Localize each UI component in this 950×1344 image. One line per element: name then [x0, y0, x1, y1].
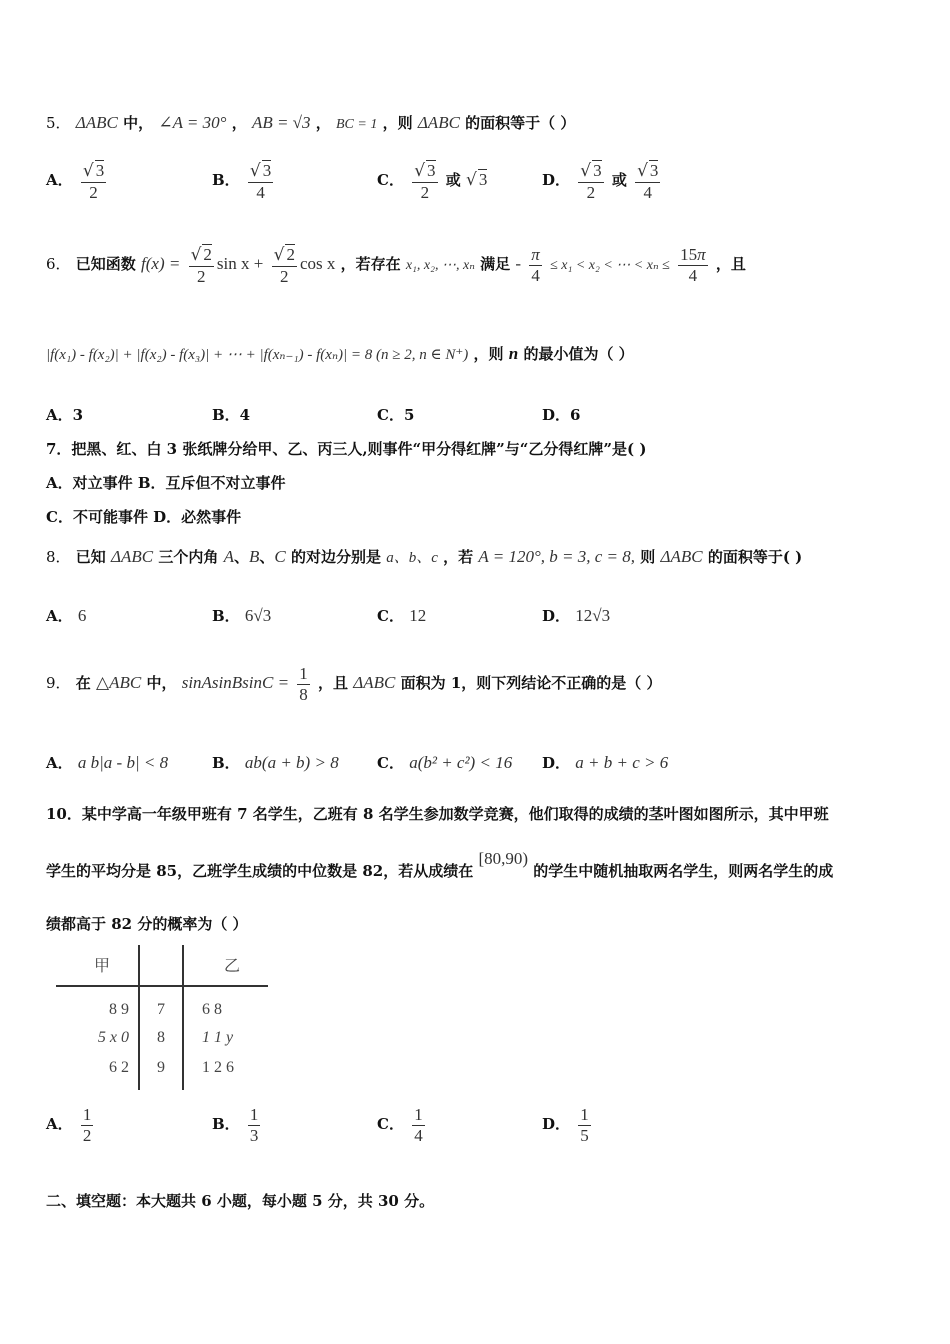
- q6-option-c[interactable]: C．5: [377, 406, 415, 424]
- q8-option-c-label: C．: [377, 607, 404, 625]
- q5-then: ，则: [382, 114, 413, 132]
- q5-option-a-label: A．: [46, 171, 73, 190]
- q10-option-d-label: D．: [542, 1115, 571, 1134]
- q8-triangle: ΔABC: [111, 547, 154, 566]
- q5-stem: [46, 112, 575, 133]
- q5-number: 5．: [46, 114, 71, 132]
- q8-option-b-label: B．: [212, 607, 240, 625]
- q6-option-b[interactable]: B．4: [212, 406, 251, 424]
- q9-option-b-value: ab(a + b) > 8: [244, 753, 339, 772]
- q8-c: C: [274, 547, 286, 566]
- q6-vars: x₁, x₂, ⋯, xₙ: [405, 258, 475, 274]
- q8-abc: a、b、c: [386, 550, 438, 566]
- q6-and: ，且: [715, 255, 746, 274]
- fraction-15pi-over-4: $\frac{15\pi}{4}$: [680, 245, 706, 285]
- q10-stem-line3: 绩都高于 82 分的概率为（ ）: [46, 915, 248, 933]
- leaf-left-row2: 5 x 0: [97, 1029, 129, 1046]
- q10-stem-line2: [46, 849, 834, 881]
- leaf-right-row2: 1 1 y: [202, 1029, 234, 1046]
- q6-option-d[interactable]: D．6: [542, 406, 581, 424]
- q8-angles: 三个内角: [158, 548, 219, 566]
- q5-option-b[interactable]: [212, 160, 276, 202]
- stem-row2: 8: [157, 1029, 165, 1046]
- leaf-left-row1: 8 9: [109, 1001, 129, 1018]
- q9-stem: [46, 664, 662, 704]
- leaf-right-row1: 6 8: [202, 1001, 222, 1018]
- q5-option-d[interactable]: [542, 160, 663, 202]
- q9-option-a-label: A．: [46, 754, 73, 772]
- q6-cos: cos x: [299, 254, 336, 274]
- q8-text: 已知: [75, 548, 106, 566]
- q9-triangle: △ABC: [96, 673, 142, 693]
- q6-n: n: [508, 344, 519, 363]
- q9-option-b-label: B．: [212, 754, 240, 772]
- q10-option-c[interactable]: [377, 1105, 428, 1145]
- q5-option-d-label: D．: [542, 171, 571, 190]
- q8-number: 8．: [46, 548, 71, 566]
- q8-option-d-value: 12√3: [575, 606, 611, 625]
- q8-then: 则: [640, 548, 656, 566]
- fraction-sqrt3-over-2: $\frac{√ 3}{2}$: [580, 161, 602, 202]
- q8-ask: 的面积等于( ): [707, 548, 803, 566]
- q8-cond: A = 120°, b = 3, c = 8,: [478, 547, 635, 566]
- leaf-left-row3: 6 2: [109, 1059, 129, 1076]
- q8-option-c-value: 12: [409, 606, 427, 625]
- q6-satisfy: 满足: [480, 255, 511, 274]
- q8-stem: [46, 546, 802, 567]
- q9-triangle2: ΔABC: [353, 673, 396, 693]
- q6-ineq: ≤ x₁ < x₂ < ⋯ < xₙ ≤: [550, 258, 670, 274]
- q5-option-a[interactable]: [46, 160, 109, 202]
- q6-then: ，则: [473, 345, 504, 363]
- fraction-sqrt3-over-2: $\frac{√ 3}{2}$: [82, 161, 105, 202]
- q10-interval: [80,90): [478, 849, 529, 868]
- q9-and: ，且: [318, 674, 349, 693]
- q10-option-a[interactable]: [46, 1105, 96, 1145]
- q6-exists: ，若存在: [340, 255, 401, 274]
- q8-sep: 、: [259, 548, 275, 566]
- stem-divider-right: [182, 945, 184, 1090]
- q10-text: 学生的平均分是 85，乙班学生成绩的中位数是 82，若从成绩在: [46, 862, 474, 880]
- q6-sum: |f(x₁) - f(x₂)| + |f(x₂) - f(x₃)| + ⋯ + |f(xₙ₋₁) - f(xₙ)| = 8 (n ≥ 2, n ∈ N⁺): [46, 347, 469, 363]
- fraction: $\frac{1}{4}$: [414, 1105, 423, 1145]
- q7-stem: 7．把黑、红、白 3 张纸牌分给甲、乙、丙三人,则事件“甲分得红牌”与“乙分得红牌”是( ): [46, 440, 647, 458]
- q8-option-c[interactable]: [377, 605, 426, 626]
- q9-option-c[interactable]: [377, 752, 512, 773]
- q9-zhong: 中，: [146, 674, 177, 693]
- header-divider: [56, 985, 268, 987]
- q9-option-c-value: a(b² + c²) < 16: [409, 753, 513, 772]
- or-text: 或: [445, 171, 461, 190]
- q5-triangle: ΔABC: [75, 113, 118, 132]
- q9-option-c-label: C．: [377, 754, 404, 772]
- q8-option-d[interactable]: [542, 605, 610, 626]
- q10-text2: 的学生中随机抽取两名学生，则两名学生的成: [533, 862, 834, 880]
- q9-option-d-label: D．: [542, 754, 571, 772]
- fraction-pi-over-4: $\frac{\pi}{4}$: [531, 245, 540, 285]
- stem-divider-left: [138, 945, 140, 1090]
- q6-ask: 的最小值为（ ）: [523, 345, 634, 363]
- q8-option-b[interactable]: [212, 605, 271, 626]
- q5-option-c-label: C．: [377, 171, 404, 190]
- q6-stem: [46, 244, 746, 286]
- q5-angle: ∠A = 30°: [158, 113, 227, 132]
- q9-option-b[interactable]: [212, 752, 339, 773]
- q10-stem-line1: 10．某中学高一年级甲班有 7 名学生，乙班有 8 名学生参加数学竞赛，他们取得的成绩的茎叶图如图所示，其中甲班: [46, 805, 829, 823]
- fraction: $\frac{1}{3}$: [249, 1105, 259, 1145]
- q10-option-d[interactable]: [542, 1105, 594, 1145]
- fraction-sqrt3-over-4: $\frac{√ 3}{4}$: [637, 161, 659, 202]
- q9-number: 9．: [46, 674, 71, 693]
- fraction: $\frac{1}{5}$: [580, 1105, 589, 1145]
- fraction-sqrt2-over-2: $\frac{√ 2}{2}$: [273, 245, 295, 286]
- q9-option-a-value: a b|a - b| < 8: [77, 753, 169, 772]
- q8-option-b-value: 6√3: [244, 606, 272, 625]
- sqrt3: √ 3: [466, 170, 488, 191]
- fraction-sqrt3-over-2: $\frac{√ 3}{2}$: [414, 161, 436, 202]
- fraction: $\frac{1}{2}$: [82, 1105, 92, 1145]
- q7-options-row1[interactable]: A．对立事件 B．互斥但不对立事件: [46, 474, 286, 492]
- q10-option-a-label: A．: [46, 1115, 73, 1134]
- q8-option-d-label: D．: [542, 607, 571, 625]
- q5-ab: AB = √3: [251, 113, 311, 132]
- q6-option-a[interactable]: A．3: [46, 406, 84, 424]
- q8-option-a[interactable]: [46, 605, 86, 626]
- stem-leaf-plot: [56, 945, 271, 1095]
- q5-comma: ，: [231, 114, 247, 132]
- q9-option-d[interactable]: [542, 752, 668, 773]
- q6-number: 6．: [46, 255, 71, 274]
- q5-bc: BC = 1: [336, 117, 378, 132]
- q9-ask: 面积为 1，则下列结论不正确的是（ ）: [400, 674, 662, 693]
- q6-minus: -: [515, 254, 522, 274]
- or-text: 或: [611, 171, 627, 190]
- q8-sep: 、: [234, 548, 250, 566]
- q6-sin: sin x +: [216, 254, 264, 274]
- q8-sides: 的对边分别是: [291, 548, 382, 566]
- q6-condition: [46, 343, 634, 364]
- q10-option-b[interactable]: [212, 1105, 263, 1145]
- q9-option-d-value: a + b + c > 6: [575, 753, 669, 772]
- q8-option-a-label: A．: [46, 607, 73, 625]
- q9-option-a[interactable]: [46, 752, 168, 773]
- q5-ask: 的面积等于（ ）: [465, 114, 576, 132]
- q5-option-c[interactable]: [377, 160, 487, 202]
- q8-option-a-value: 6: [77, 606, 87, 625]
- q7-options-row2[interactable]: C．不可能事件 D．必然事件: [46, 508, 242, 526]
- q8-triangle2: ΔABC: [660, 547, 703, 566]
- q10-option-c-label: C．: [377, 1115, 404, 1134]
- q5-comma2: ，: [315, 114, 331, 132]
- q8-a: A: [223, 547, 234, 566]
- header-jia: 甲: [94, 958, 111, 975]
- q9-in: 在: [75, 674, 91, 693]
- q5-option-b-label: B．: [212, 171, 240, 190]
- q8-if: ，若: [443, 548, 474, 566]
- q5-triangle2: ΔABC: [417, 113, 460, 132]
- q6-text: 已知函数: [75, 255, 136, 274]
- q6-func: f(x) =: [141, 254, 181, 274]
- q5-text: 中，: [123, 114, 154, 132]
- fraction-sqrt3-over-4: $\frac{√ 3}{4}$: [249, 161, 272, 202]
- fraction-1-over-8: $\frac{1}{8}$: [299, 664, 308, 704]
- fraction-sqrt2-over-2: $\frac{√ 2}{2}$: [190, 245, 212, 286]
- header-yi: 乙: [224, 958, 241, 975]
- q8-b: B: [249, 547, 260, 566]
- q10-option-b-label: B．: [212, 1115, 240, 1134]
- stem-row3: 9: [157, 1059, 165, 1076]
- section-heading: 二、填空题：本大题共 6 小题，每小题 5 分，共 30 分。: [46, 1192, 435, 1210]
- q9-expr: sinAsinBsinC =: [181, 673, 290, 693]
- stem-row1: 7: [157, 1001, 165, 1018]
- leaf-right-row3: 1 2 6: [202, 1059, 234, 1076]
